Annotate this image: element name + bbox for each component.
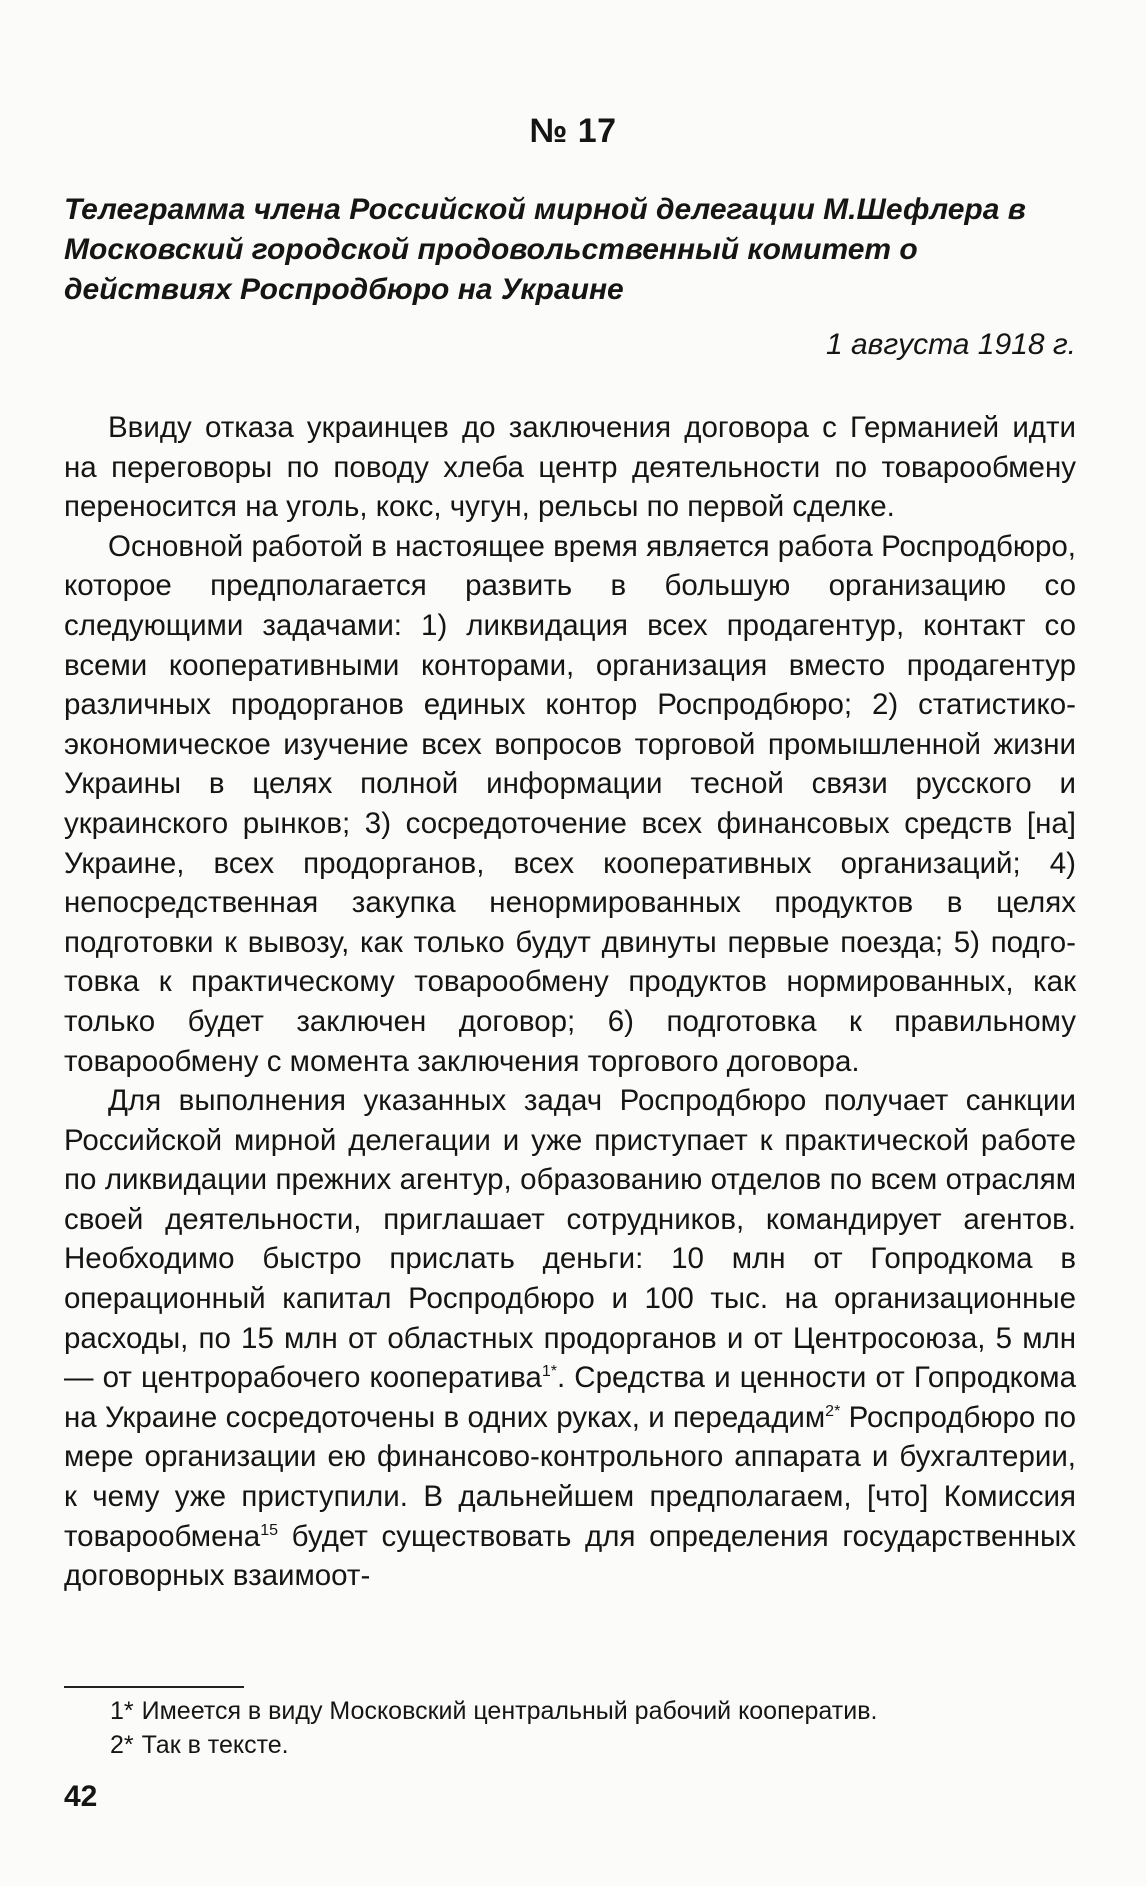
footnote-1: 1* Имеется в виду Московский центральный рабочий кооператив. (110, 1694, 1070, 1728)
endnote-ref-15: 15 (260, 1521, 278, 1539)
footnote-divider (64, 1686, 244, 1688)
paragraph-1-text: Ввиду отказа украинцев до заключения договора с Германией идти на переговоры по поводу хлеба центр деятельности по товарообмену переносится на уголь, кокс, чугун, рельсы по первой сделке. (64, 411, 1076, 524)
footnote-2: 2* Так в тексте. (110, 1728, 1070, 1762)
paragraph-3-text-a: Для выполнения указанных задач Роспродбюро получает санкции Российской мирной делегации и уже приступает к практической работе по ликвидации прежних агентур, образованию отделов по всем отраслям своей деятельности, приглашает сотрудников, командирует агентов. Необходимо быстро прислать деньги: 10 млн от Гопродкома в операционный капитал Роспродбюро и 100 тыс. на организационные расходы, по 15 млн от областных продорганов и от Центросоюза, 5 млн — от центрорабочего кооператива (64, 1084, 1076, 1395)
footnote-ref-2: 2* (825, 1403, 841, 1421)
footnote-ref-1: 1* (541, 1363, 557, 1381)
paragraph-1 (64, 408, 1076, 527)
document-number: № 17 (529, 112, 617, 150)
footnote-1-text: Имеется в виду Московский центральный рабочий кооператив. (141, 1697, 878, 1725)
footnote-2-text: Так в тексте. (141, 1731, 289, 1759)
document-title: Телеграмма члена Российской мирной делегации М.Шефлера в Московский городской продовольственный комитет о действиях Роспродбюро на Украине (64, 193, 1026, 306)
paragraph-3-text-c: Роспродбюро по мере организации ею финансово-контрольного аппарата и бухгалтерии, к чему уже приступили. В дальнейшем предполагаем, [что] Комиссия товарообмена (64, 1400, 1076, 1553)
paragraph-3-text-b: . Средства и ценности от Гопродкома на Украине сосредоточены в одних руках, и передадим (64, 1361, 1076, 1434)
page-number: 42 (64, 1780, 98, 1813)
document-date: 1 августа 1918 г. (825, 328, 1076, 361)
paragraph-3 (64, 1081, 1076, 1596)
footnotes (110, 1694, 1070, 1762)
paragraph-2 (64, 527, 1076, 1081)
document-body (64, 408, 1076, 1596)
paragraph-3-text-d: будет существовать для определения государственных договорных взаимоот- (64, 1519, 1076, 1593)
paragraph-2-text: Основной работой в настоящее время является работа Роспродбюро, которое предполагается развить в большую организацию со следующими задачами: 1) ликвидация всех продагентур, контакт со всеми кооперативными конторами, организация вместо продагентур различных продорганов единых контор Роспродбюро; 2) статистико-экономическое изучение всех вопросов торговой промышленной жизни Украины в целях полной информации тесной связи русского и украинского рынков; 3) сосредоточение всех финансовых средств [на] Украине, всех продорганов, всех кооперативных организаций; 4) непосредственная закупка ненормированных продуктов в целях подготовки к вывозу, как только будут двинуты первые поезда; 5) подготовка к практическому товарообмену продуктов нормированных, как только будет заключен договор; 6) подготовка к правильному товарообмену с момента заключения торгового договора. (64, 529, 1076, 1078)
